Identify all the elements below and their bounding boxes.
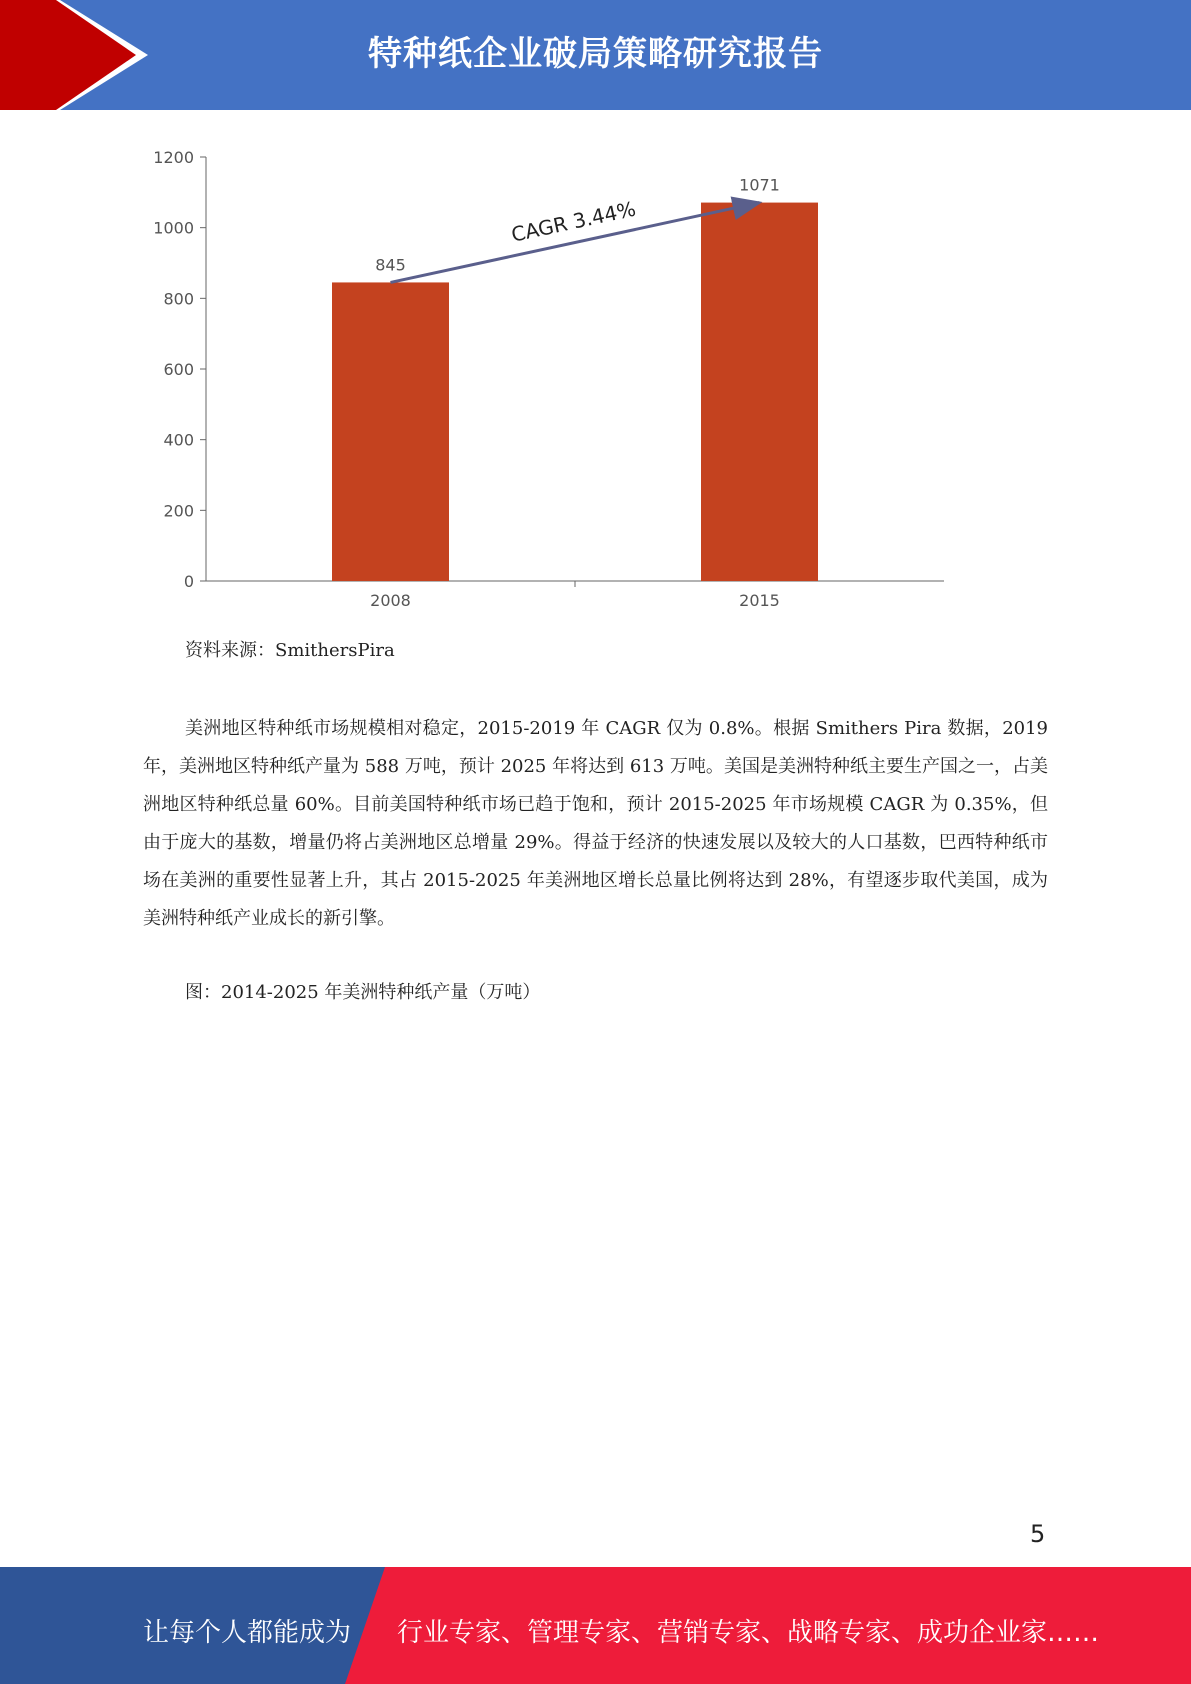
y-tick-label: 1200 xyxy=(153,148,194,167)
cagr-label: CAGR 3.44% xyxy=(509,196,638,247)
page-header xyxy=(0,0,1191,110)
page-title: 特种纸企业破局策略研究报告 xyxy=(368,34,823,74)
bars xyxy=(332,176,818,581)
bar-2008 xyxy=(332,282,449,581)
y-tick-label: 600 xyxy=(163,360,194,379)
bar-chart xyxy=(140,140,960,620)
y-axis xyxy=(153,148,206,591)
x-axis xyxy=(206,581,944,610)
data-label: 1071 xyxy=(739,175,780,195)
footer-slogan-right: 行业专家、管理专家、营销专家、战略专家、成功企业家…… xyxy=(397,1618,1100,1648)
y-tick-label: 400 xyxy=(163,430,194,450)
data-label: 845 xyxy=(375,255,406,275)
source-note: 资料来源：SmithersPira xyxy=(185,640,395,661)
footer-slogan-left: 让每个人都能成为 xyxy=(143,1618,352,1648)
page-number: 5 xyxy=(1030,1520,1046,1548)
y-tick-label: 800 xyxy=(163,289,194,309)
bar-2015 xyxy=(701,203,818,581)
figure-caption: 图：2014-2025 年美洲特种纸产量（万吨） xyxy=(185,982,541,1003)
y-tick-label: 0 xyxy=(183,572,194,591)
y-tick-label: 200 xyxy=(163,501,194,521)
y-tick-label: 1000 xyxy=(153,218,194,238)
body-paragraph: 美洲地区特种纸市场规模相对稳定，2015-2019 年 CAGR 仅为 0.8%。根据 Smithers Pira 数据，2019 年，美洲地区特种纸产量为 588 万吨，预计 2025 年将达到 613 万吨。美国是美洲特种纸主要生产国之一，占美洲地区特种纸总量 60%。目前美国特种纸市场已趋于饱和，预计 2015-2025 年市场规模 CAGR 为 0.35%，但由于庞大的基数，增量仍将占美洲地区总增量 29%。得益于经济的快速发展以及较大的人口基数，巴西特种纸市场在美洲的重要性显著上升，其占 2015-2025 年美洲地区增长总量比例将达到 28%，有望逐步取代美国，成为美洲特种纸产业成长的新引擎。 xyxy=(143,718,1048,929)
x-tick-label: 2015 xyxy=(739,591,780,610)
x-tick-label: 2008 xyxy=(370,591,411,610)
